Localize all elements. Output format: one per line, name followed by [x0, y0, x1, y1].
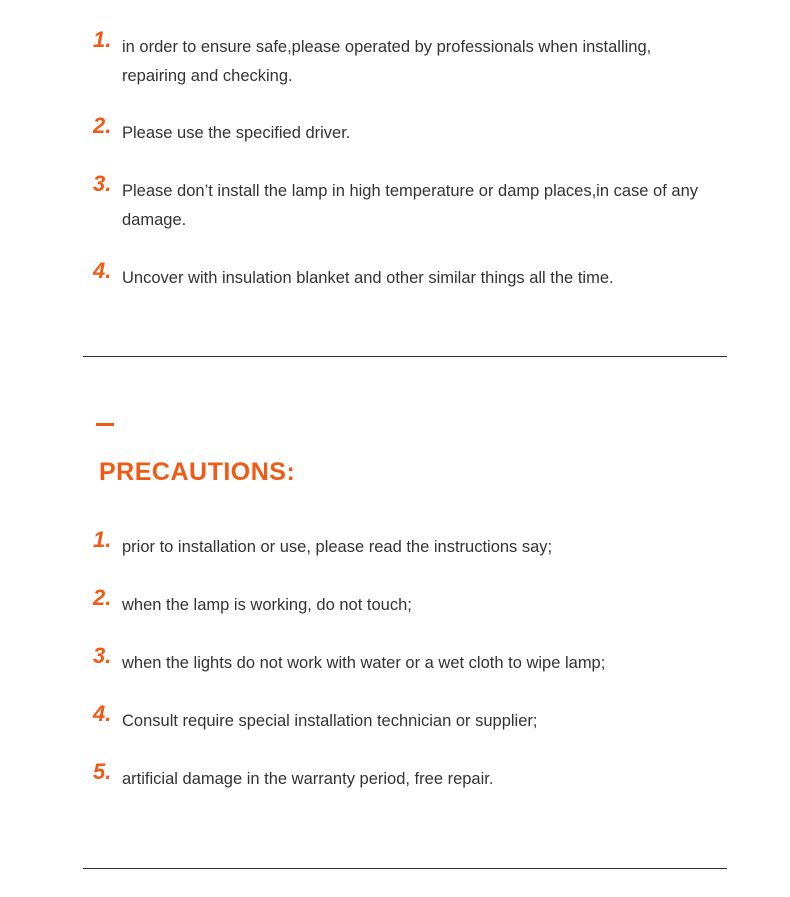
- divider: [83, 356, 727, 357]
- item-number: 2.: [93, 585, 112, 610]
- item-text: Please use the specified driver.: [122, 124, 351, 142]
- item-number: 4.: [93, 258, 112, 283]
- item-number: 2.: [93, 113, 112, 138]
- item-number: 1.: [93, 527, 112, 552]
- item-text: when the lamp is working, do not touch;: [122, 596, 412, 614]
- item-text: prior to installation or use, please read the instructions say;: [122, 538, 553, 556]
- item-text: artificial damage in the warranty period, free repair.: [122, 770, 494, 788]
- item-text: Please don’t install the lamp in high temperature or damp places,in case of any damage.: [122, 182, 698, 229]
- divider: [83, 868, 727, 869]
- item-text: Uncover with insulation blanket and other similar things all the time.: [122, 269, 614, 287]
- section-title: PRECAUTIONS:: [99, 458, 296, 486]
- item-text: when the lights do not work with water or a wet cloth to wipe lamp;: [122, 654, 606, 672]
- item-text: Consult require special installation technician or supplier;: [122, 712, 538, 730]
- item-number: 4.: [93, 701, 112, 726]
- item-number: 1.: [93, 27, 112, 52]
- item-number: 5.: [93, 759, 112, 784]
- accent-dash: [96, 423, 114, 426]
- item-number: 3.: [93, 643, 112, 668]
- item-number: 3.: [93, 171, 112, 196]
- item-text: in order to ensure safe,please operated by professionals when installing, repairing and checking.: [122, 38, 652, 85]
